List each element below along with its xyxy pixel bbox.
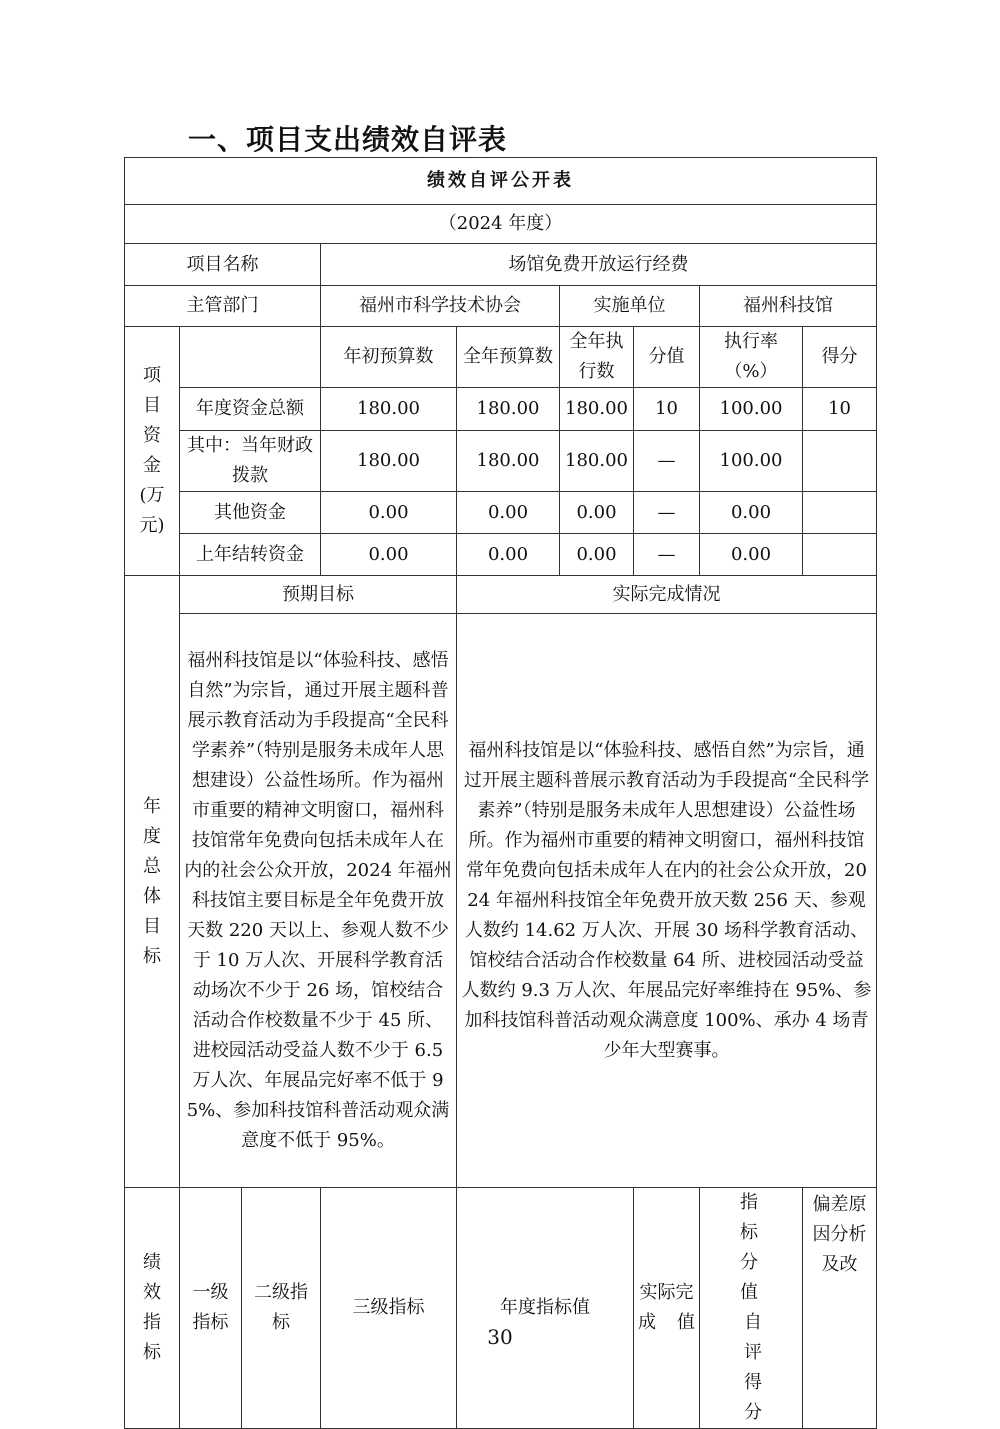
funds-cell: 180.00 xyxy=(560,388,634,431)
indicator-header-deviation: 偏差原因分析及改 xyxy=(803,1188,877,1429)
funds-header: 执行率（%） xyxy=(700,327,803,388)
table-title: 绩效自评公开表 xyxy=(125,158,877,205)
funds-cell: 180.00 xyxy=(457,431,560,492)
dept-label: 主管部门 xyxy=(125,286,321,327)
funds-header: 分值 xyxy=(634,327,700,388)
performance-table xyxy=(124,157,877,1429)
expected-header: 预期目标 xyxy=(180,576,457,614)
funds-cell xyxy=(803,431,877,492)
funds-cell: — xyxy=(634,534,700,576)
funds-cell: 100.00 xyxy=(700,431,803,492)
indicator-label: 绩 效 指 标 xyxy=(125,1188,180,1429)
funds-cell: 180.00 xyxy=(560,431,634,492)
funds-row-label: 其他资金 xyxy=(180,492,321,534)
funds-label: 项 目 资 金 (万 元) xyxy=(125,327,180,576)
funds-cell: 0.00 xyxy=(560,492,634,534)
indicator-header-level3: 三级指标 xyxy=(321,1188,457,1429)
indicator-header-self-score: 自评得分 xyxy=(744,1312,762,1423)
section-heading: 一、项目支出绩效自评表 xyxy=(188,123,508,156)
funds-header-blank xyxy=(180,327,321,388)
actual-header: 实际完成情况 xyxy=(457,576,877,614)
funds-cell xyxy=(803,492,877,534)
funds-cell: 0.00 xyxy=(700,492,803,534)
impl-label: 实施单位 xyxy=(560,286,700,327)
funds-header: 全年执行数 xyxy=(560,327,634,388)
indicator-header-actual: 实际完成值 xyxy=(634,1188,700,1429)
funds-cell: 180.00 xyxy=(457,388,560,431)
funds-cell: 0.00 xyxy=(560,534,634,576)
project-name-label: 项目名称 xyxy=(125,244,321,286)
page-number: 30 xyxy=(487,1325,513,1349)
funds-cell: 0.00 xyxy=(700,534,803,576)
funds-cell: — xyxy=(634,492,700,534)
dept-value: 福州市科学技术协会 xyxy=(321,286,560,327)
funds-cell xyxy=(803,534,877,576)
funds-cell: — xyxy=(634,431,700,492)
funds-header: 得分 xyxy=(803,327,877,388)
indicator-header-level2: 二级指标 xyxy=(242,1188,321,1429)
indicator-header-score-value-self xyxy=(700,1188,803,1429)
funds-cell: 0.00 xyxy=(321,492,457,534)
indicator-header-score-value: 指标分值 xyxy=(740,1192,758,1303)
indicator-header-target: 年度指标值 xyxy=(457,1188,634,1429)
goal-label: 年 度 总 体 目 标 xyxy=(125,576,180,1188)
funds-cell: 180.00 xyxy=(321,388,457,431)
funds-header: 年初预算数 xyxy=(321,327,457,388)
funds-row-label: 其中：当年财政拨款 xyxy=(180,431,321,492)
funds-cell: 10 xyxy=(634,388,700,431)
actual-text: 福州科技馆是以“体验科技、感悟自然”为宗旨，通过开展主题科普展示教育活动为手段提高“全民科学素养”（特别是服务未成年人思想建设）公益性场所。作为福州市重要的精神文明窗口，福州科技馆常年免费向包括未成年人在内的社会公众开放，2024 年福州科技馆全年免费开放天数 256 天、参观人数约 14.62 万人次、开展 30 场科学教育活动、馆校结合活动合作校数量 64 所、进校园活动受益人数约 9.3 万人次、年展品完好率维持在 95%、参加科技馆科普活动观众满意度 100%、承办 4 场青少年大型赛事。 xyxy=(457,614,877,1188)
funds-row-label: 年度资金总额 xyxy=(180,388,321,431)
funds-cell: 10 xyxy=(803,388,877,431)
impl-value: 福州科技馆 xyxy=(700,286,877,327)
table-year: （2024 年度） xyxy=(125,205,877,244)
project-name-value: 场馆免费开放运行经费 xyxy=(321,244,877,286)
indicator-header-level1: 一级指标 xyxy=(180,1188,242,1429)
expected-text: 福州科技馆是以“体验科技、感悟自然”为宗旨，通过开展主题科普展示教育活动为手段提高“全民科学素养”（特别是服务未成年人思想建设）公益性场所。作为福州市重要的精神文明窗口，福州科技馆常年免费向包括未成年人在内的社会公众开放，2024 年福州科技馆主要目标是全年免费开放天数 220 天以上、参观人数不少于 10 万人次、开展科学教育活动场次不少于 26 场，馆校结合活动合作校数量不少于 45 所、进校园活动受益人数不少于 6.5 万人次、年展品完好率不低于 95%、参加科技馆科普活动观众满意度不低于 95%。 xyxy=(180,614,457,1188)
funds-cell: 0.00 xyxy=(321,534,457,576)
funds-cell: 0.00 xyxy=(457,534,560,576)
funds-cell: 180.00 xyxy=(321,431,457,492)
funds-cell: 100.00 xyxy=(700,388,803,431)
funds-row-label: 上年结转资金 xyxy=(180,534,321,576)
funds-header: 全年预算数 xyxy=(457,327,560,388)
funds-cell: 0.00 xyxy=(457,492,560,534)
